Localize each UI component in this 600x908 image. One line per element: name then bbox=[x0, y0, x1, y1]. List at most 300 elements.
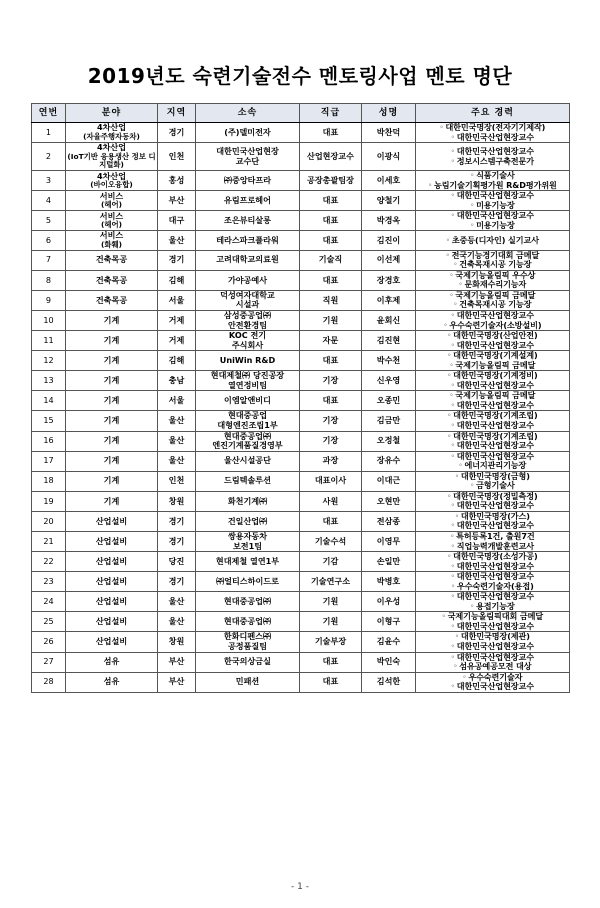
field-main-text: 4차산업 bbox=[96, 170, 127, 181]
cell-position: 대표 bbox=[300, 672, 362, 692]
career-item: ◦ 대한민국명장(금형) bbox=[416, 472, 569, 482]
career-item: ◦ 대한민국산업현장교수 bbox=[416, 682, 569, 692]
cell-region: 울산 bbox=[158, 231, 196, 250]
cell-no: 13 bbox=[32, 371, 66, 391]
field-main-text: 서비스 bbox=[99, 210, 124, 221]
cell-region: 울산 bbox=[158, 411, 196, 431]
cell-field bbox=[66, 431, 158, 451]
cell-region: 창원 bbox=[158, 491, 196, 511]
cell-no: 18 bbox=[32, 471, 66, 491]
cell-career bbox=[416, 331, 570, 351]
field-main-text: 기계 bbox=[103, 354, 120, 365]
table-row bbox=[32, 431, 570, 451]
career-item: ◦ 대한민국산업현장교수 bbox=[416, 341, 569, 351]
career-item: ◦ 대한민국산업현장교수 bbox=[416, 401, 569, 411]
career-item: ◦ 대한민국명장(산업안전) bbox=[416, 331, 569, 341]
cell-career bbox=[416, 250, 570, 270]
cell-no: 10 bbox=[32, 310, 66, 330]
cell-position: 대표 bbox=[300, 511, 362, 531]
field-sub-text: (헤어) bbox=[100, 200, 123, 210]
cell-field bbox=[66, 632, 158, 652]
cell-career bbox=[416, 592, 570, 612]
cell-position: 대표 bbox=[300, 211, 362, 231]
cell-name: 손일만 bbox=[362, 552, 416, 572]
cell-career bbox=[416, 351, 570, 371]
organization-line: ㈜중앙타프라 bbox=[223, 174, 272, 185]
column-header-region: 지역 bbox=[158, 104, 196, 123]
cell-field bbox=[66, 451, 158, 471]
career-item: ◦ 국제기능올림픽 금메달 bbox=[416, 391, 569, 401]
cell-no: 6 bbox=[32, 231, 66, 250]
cell-organization bbox=[196, 672, 300, 692]
cell-field bbox=[66, 310, 158, 330]
organization-line: 엔진기계품질경영부 bbox=[212, 440, 283, 451]
cell-organization bbox=[196, 371, 300, 391]
organization-line: 민패션 bbox=[235, 676, 260, 687]
organization-line: 현대중공업㈜ bbox=[223, 430, 272, 441]
cell-organization bbox=[196, 123, 300, 143]
cell-region: 인천 bbox=[158, 471, 196, 491]
field-sub-text: (헤어) bbox=[100, 220, 123, 230]
cell-organization bbox=[196, 451, 300, 471]
cell-name: 김진현 bbox=[362, 331, 416, 351]
field-sub-text: (IoT기반 융용생산 정보 디지털화) bbox=[67, 151, 156, 170]
cell-career bbox=[416, 231, 570, 250]
cell-no: 2 bbox=[32, 143, 66, 171]
cell-region: 울산 bbox=[158, 431, 196, 451]
cell-region: 경기 bbox=[158, 123, 196, 143]
organization-line: 대한민국산업현장 bbox=[216, 146, 279, 157]
cell-field bbox=[66, 270, 158, 290]
cell-region: 울산 bbox=[158, 451, 196, 471]
organization-line: 현대중공업㈜ bbox=[223, 616, 272, 627]
cell-position: 대표이사 bbox=[300, 471, 362, 491]
column-header-field: 분야 bbox=[66, 104, 158, 123]
cell-position: 기술부장 bbox=[300, 632, 362, 652]
career-item: ◦ 대한민국산업현장교수 bbox=[416, 592, 569, 602]
organization-line: 화천기계㈜ bbox=[227, 495, 268, 506]
cell-no: 22 bbox=[32, 552, 66, 572]
field-main-text: 산업설비 bbox=[95, 575, 128, 586]
cell-field bbox=[66, 471, 158, 491]
career-item: ◦ 직업능력개발훈련교사 bbox=[416, 542, 569, 552]
cell-name: 윤회신 bbox=[362, 310, 416, 330]
cell-career bbox=[416, 632, 570, 652]
career-item: ◦ 대한민국명장(기계정비) bbox=[416, 371, 569, 381]
cell-field bbox=[66, 672, 158, 692]
field-sub-text: (자율주행자동차) bbox=[83, 131, 140, 141]
career-item: ◦ 우수숙련기술자 bbox=[416, 673, 569, 683]
field-main-text: 기계 bbox=[103, 495, 120, 506]
career-item: ◦ 우수숙련기술자(용접) bbox=[416, 582, 569, 592]
column-header-no: 연번 bbox=[32, 104, 66, 123]
cell-field bbox=[66, 592, 158, 612]
organization-line: 대형엔진조립1부 bbox=[217, 419, 278, 430]
career-item: ◦ 에너지관리기능장 bbox=[416, 461, 569, 471]
cell-region: 경기 bbox=[158, 531, 196, 551]
cell-no: 1 bbox=[32, 123, 66, 143]
column-header-position: 직급 bbox=[300, 104, 362, 123]
field-main-text: 산업설비 bbox=[95, 535, 128, 546]
field-main-text: 기계 bbox=[103, 415, 120, 426]
field-main-text: 기계 bbox=[103, 435, 120, 446]
table-header bbox=[32, 104, 570, 123]
organization-line: 고려대학교의료원 bbox=[216, 254, 279, 265]
organization-line: 주식회사 bbox=[231, 339, 264, 350]
cell-career bbox=[416, 552, 570, 572]
cell-name: 오종민 bbox=[362, 391, 416, 411]
field-main-text: 산업설비 bbox=[95, 555, 128, 566]
cell-organization bbox=[196, 411, 300, 431]
cell-position: 산업현장교수 bbox=[300, 143, 362, 171]
career-item: ◦ 문화재수리기능자 bbox=[416, 280, 569, 290]
career-item: ◦ 대한민국명장(전자기기제작) bbox=[416, 123, 569, 133]
table-row bbox=[32, 351, 570, 371]
career-item: ◦ 국제기능올림픽 금메달 bbox=[416, 361, 569, 371]
cell-field bbox=[66, 572, 158, 592]
organization-line: 드림텍솔루션 bbox=[224, 475, 271, 486]
cell-field bbox=[66, 171, 158, 191]
cell-region: 울산 bbox=[158, 612, 196, 632]
cell-field bbox=[66, 612, 158, 632]
organization-line: 조은뷰티살롱 bbox=[224, 215, 271, 226]
field-main-text: 산업설비 bbox=[95, 616, 128, 627]
table-row bbox=[32, 552, 570, 572]
cell-organization bbox=[196, 331, 300, 351]
career-item: ◦ 특허등록1건, 출원7건 bbox=[416, 532, 569, 542]
field-main-text: 산업설비 bbox=[95, 515, 128, 526]
cell-position: 기원 bbox=[300, 310, 362, 330]
cell-organization bbox=[196, 191, 300, 211]
cell-position: 기술연구소 bbox=[300, 572, 362, 592]
cell-region: 서울 bbox=[158, 290, 196, 310]
organization-line: 쌍용자동차 bbox=[227, 530, 268, 541]
cell-region: 울산 bbox=[158, 592, 196, 612]
cell-region: 경기 bbox=[158, 511, 196, 531]
cell-no: 15 bbox=[32, 411, 66, 431]
organization-line: 현대중공업㈜ bbox=[223, 596, 272, 607]
career-item: ◦ 건축목재시공 기능장 bbox=[416, 260, 569, 270]
career-item: ◦ 대한민국명장(기계조립) bbox=[416, 432, 569, 442]
field-main-text: 서비스 bbox=[99, 230, 124, 241]
organization-line: 안전환경팀 bbox=[227, 319, 268, 330]
cell-region: 거제 bbox=[158, 310, 196, 330]
table-row bbox=[32, 672, 570, 692]
organization-line: 한화디펜스㈜ bbox=[223, 631, 272, 642]
career-item: ◦ 대한민국산업현장교수 bbox=[416, 653, 569, 663]
table-row bbox=[32, 391, 570, 411]
career-item: ◦ 대한민국산업현장교수 bbox=[416, 452, 569, 462]
table-row bbox=[32, 371, 570, 391]
cell-position: 대표 bbox=[300, 270, 362, 290]
career-item: ◦ 대한민국산업현장교수 bbox=[416, 421, 569, 431]
cell-organization bbox=[196, 491, 300, 511]
cell-no: 9 bbox=[32, 290, 66, 310]
cell-career bbox=[416, 270, 570, 290]
career-item: ◦ 대한민국산업현장교수 bbox=[416, 211, 569, 221]
organization-line: 이엠알앤비디 bbox=[224, 395, 271, 406]
cell-name: 김진이 bbox=[362, 231, 416, 250]
career-item: ◦ 대한민국산업현장교수 bbox=[416, 622, 569, 632]
cell-name: 이대근 bbox=[362, 471, 416, 491]
cell-name: 장경호 bbox=[362, 270, 416, 290]
field-main-text: 기계 bbox=[103, 375, 120, 385]
career-item: ◦ 국제기능올림픽대회 금메달 bbox=[416, 612, 569, 622]
cell-organization bbox=[196, 290, 300, 310]
cell-organization bbox=[196, 171, 300, 191]
cell-organization bbox=[196, 351, 300, 371]
cell-field bbox=[66, 211, 158, 231]
cell-name: 이세호 bbox=[362, 171, 416, 191]
cell-position: 자문 bbox=[300, 331, 362, 351]
cell-organization bbox=[196, 612, 300, 632]
table-row bbox=[32, 250, 570, 270]
career-item: ◦ 대한민국명장(제관) bbox=[416, 632, 569, 642]
page-title: 2019년도 숙련기술전수 멘토링사업 멘토 명단 bbox=[87, 64, 513, 88]
cell-organization bbox=[196, 552, 300, 572]
table-row bbox=[32, 471, 570, 491]
cell-name: 이후제 bbox=[362, 290, 416, 310]
organization-line: 유림프로헤어 bbox=[224, 194, 271, 205]
career-item: ◦ 대한민국산업현장교수 bbox=[416, 311, 569, 321]
cell-career bbox=[416, 290, 570, 310]
cell-field bbox=[66, 290, 158, 310]
cell-career bbox=[416, 310, 570, 330]
organization-line: 시설과 bbox=[235, 299, 260, 310]
cell-position: 과장 bbox=[300, 451, 362, 471]
cell-position: 대표 bbox=[300, 231, 362, 250]
cell-career bbox=[416, 143, 570, 171]
career-item: ◦ 대한민국명장(정밀측정) bbox=[416, 492, 569, 502]
cell-no: 16 bbox=[32, 431, 66, 451]
organization-line: 덕성여자대학교 bbox=[220, 289, 275, 300]
cell-organization bbox=[196, 250, 300, 270]
organization-line: 교수단 bbox=[235, 155, 260, 166]
cell-no: 11 bbox=[32, 331, 66, 351]
organization-line: 보전1팀 bbox=[232, 540, 263, 551]
cell-region: 부산 bbox=[158, 672, 196, 692]
career-item: ◦ 초중등(디자인) 실기교사 bbox=[416, 236, 569, 246]
career-item: ◦ 금형기술사 bbox=[416, 481, 569, 491]
cell-field bbox=[66, 531, 158, 551]
career-item: ◦ 농림기술기획평가원 R&D평가위원 bbox=[416, 181, 569, 191]
field-main-text: 산업설비 bbox=[95, 636, 128, 647]
table-row bbox=[32, 411, 570, 431]
cell-name: 이선제 bbox=[362, 250, 416, 270]
table-row bbox=[32, 511, 570, 531]
field-main-text: 4차산업 bbox=[96, 122, 127, 133]
cell-career bbox=[416, 211, 570, 231]
cell-position: 공장총괄팀장 bbox=[300, 171, 362, 191]
cell-no: 25 bbox=[32, 612, 66, 632]
cell-organization bbox=[196, 572, 300, 592]
organization-line: 공정품질팀 bbox=[227, 641, 268, 651]
cell-region: 서울 bbox=[158, 391, 196, 411]
cell-organization bbox=[196, 310, 300, 330]
organization-line: 현대제철㈜ 당진공장 bbox=[210, 370, 285, 381]
cell-field bbox=[66, 491, 158, 511]
cell-position: 대표 bbox=[300, 652, 362, 672]
cell-name: 신우영 bbox=[362, 371, 416, 391]
career-item: ◦ 건축목재시공 기능장 bbox=[416, 300, 569, 310]
cell-field bbox=[66, 123, 158, 143]
career-item: ◦ 대한민국산업현장교수 bbox=[416, 562, 569, 572]
cell-position: 대표 bbox=[300, 191, 362, 211]
table-row bbox=[32, 231, 570, 250]
cell-name: 이우성 bbox=[362, 592, 416, 612]
field-main-text: 서비스 bbox=[99, 190, 124, 201]
career-item: ◦ 우수숙련기술자(소방설비) bbox=[416, 321, 569, 331]
table-row bbox=[32, 270, 570, 290]
table-row bbox=[32, 531, 570, 551]
cell-name: 박인숙 bbox=[362, 652, 416, 672]
cell-organization bbox=[196, 143, 300, 171]
mentor-roster-table bbox=[31, 103, 570, 693]
cell-field bbox=[66, 511, 158, 531]
organization-line: 한국의상금실 bbox=[224, 656, 271, 667]
cell-region: 당진 bbox=[158, 552, 196, 572]
career-item: ◦ 대한민국산업현장교수 bbox=[416, 521, 569, 531]
cell-region: 김해 bbox=[158, 270, 196, 290]
table-row bbox=[32, 632, 570, 652]
cell-organization bbox=[196, 531, 300, 551]
cell-region: 경기 bbox=[158, 250, 196, 270]
cell-position: 기감 bbox=[300, 552, 362, 572]
cell-field bbox=[66, 391, 158, 411]
cell-region: 경기 bbox=[158, 572, 196, 592]
cell-career bbox=[416, 652, 570, 672]
cell-organization bbox=[196, 391, 300, 411]
table-row bbox=[32, 451, 570, 471]
cell-field bbox=[66, 231, 158, 250]
career-item: ◦ 대한민국산업현장교수 bbox=[416, 441, 569, 451]
career-item: ◦ 대한민국산업현장교수 bbox=[416, 147, 569, 157]
cell-field bbox=[66, 652, 158, 672]
cell-no: 3 bbox=[32, 171, 66, 191]
cell-position: 기술수석 bbox=[300, 531, 362, 551]
cell-career bbox=[416, 371, 570, 391]
column-header-organization: 소속 bbox=[196, 104, 300, 123]
table-row bbox=[32, 143, 570, 171]
cell-career bbox=[416, 471, 570, 491]
cell-organization bbox=[196, 652, 300, 672]
organization-line: 열연정비팀 bbox=[227, 379, 268, 390]
cell-no: 7 bbox=[32, 250, 66, 270]
cell-position: 직원 bbox=[300, 290, 362, 310]
organization-line: (주)델미전자 bbox=[224, 126, 271, 137]
table-row bbox=[32, 572, 570, 592]
field-main-text: 섬유 bbox=[103, 676, 120, 687]
page-number-footer: - 1 - bbox=[291, 882, 309, 892]
cell-career bbox=[416, 431, 570, 451]
organization-line: 삼성중공업㈜ bbox=[223, 309, 272, 320]
cell-organization bbox=[196, 270, 300, 290]
field-main-text: 건축목공 bbox=[95, 294, 128, 305]
cell-no: 28 bbox=[32, 672, 66, 692]
organization-line: UniWin R&D bbox=[219, 354, 276, 365]
career-item: ◦ 대한민국산업현장교수 bbox=[416, 501, 569, 511]
career-item: ◦ 정보시스템구축전문가 bbox=[416, 157, 569, 167]
cell-organization bbox=[196, 632, 300, 652]
cell-position: 대표 bbox=[300, 391, 362, 411]
table-row bbox=[32, 290, 570, 310]
cell-career bbox=[416, 123, 570, 143]
column-header-name: 성명 bbox=[362, 104, 416, 123]
career-item: ◦ 대한민국명장(기계설계) bbox=[416, 351, 569, 361]
organization-line: 가야공예사 bbox=[227, 274, 268, 285]
cell-name: 박경옥 bbox=[362, 211, 416, 231]
table-row bbox=[32, 123, 570, 143]
cell-career bbox=[416, 572, 570, 592]
cell-no: 20 bbox=[32, 511, 66, 531]
cell-no: 27 bbox=[32, 652, 66, 672]
career-item: ◦ 대한민국명장(소성가공) bbox=[416, 552, 569, 562]
cell-position: 기술직 bbox=[300, 250, 362, 270]
field-main-text: 기계 bbox=[103, 455, 120, 466]
career-item: ◦ 미용기능장 bbox=[416, 221, 569, 231]
cell-region: 대구 bbox=[158, 211, 196, 231]
table-row bbox=[32, 491, 570, 511]
organization-line: 울산시설공단 bbox=[224, 455, 271, 466]
cell-name: 박수천 bbox=[362, 351, 416, 371]
cell-name: 박병호 bbox=[362, 572, 416, 592]
career-item: ◦ 전국기능경기대회 금메달 bbox=[416, 251, 569, 261]
career-item: ◦ 식품기술사 bbox=[416, 171, 569, 181]
cell-no: 5 bbox=[32, 211, 66, 231]
career-item: ◦ 대한민국산업현장교수 bbox=[416, 572, 569, 582]
cell-career bbox=[416, 511, 570, 531]
cell-name: 김윤수 bbox=[362, 632, 416, 652]
cell-field bbox=[66, 351, 158, 371]
table-row bbox=[32, 171, 570, 191]
cell-field bbox=[66, 411, 158, 431]
cell-field bbox=[66, 143, 158, 171]
field-main-text: 기계 bbox=[103, 475, 120, 486]
field-main-text: 4차산업 bbox=[96, 142, 127, 153]
cell-organization bbox=[196, 211, 300, 231]
cell-region: 창원 bbox=[158, 632, 196, 652]
cell-no: 12 bbox=[32, 351, 66, 371]
table-row bbox=[32, 592, 570, 612]
table-row bbox=[32, 310, 570, 330]
career-item: ◦ 미용기능장 bbox=[416, 201, 569, 211]
cell-organization bbox=[196, 431, 300, 451]
cell-field bbox=[66, 191, 158, 211]
career-item: ◦ 대한민국산업현장교수 bbox=[416, 133, 569, 143]
cell-no: 4 bbox=[32, 191, 66, 211]
cell-position: 대표 bbox=[300, 123, 362, 143]
organization-line: 건일산업㈜ bbox=[227, 515, 268, 526]
table-row bbox=[32, 211, 570, 231]
column-header-career: 주요 경력 bbox=[416, 104, 570, 123]
cell-field bbox=[66, 331, 158, 351]
organization-line: 현대중공업 bbox=[227, 410, 268, 421]
cell-career bbox=[416, 612, 570, 632]
cell-region: 충남 bbox=[158, 371, 196, 391]
cell-career bbox=[416, 531, 570, 551]
field-main-text: 산업설비 bbox=[95, 596, 128, 607]
cell-region: 부산 bbox=[158, 191, 196, 211]
cell-position: 기장 bbox=[300, 411, 362, 431]
cell-position: 기원 bbox=[300, 612, 362, 632]
cell-position: 대표 bbox=[300, 351, 362, 371]
organization-line: ㈜얼티스하이드로 bbox=[216, 575, 279, 586]
cell-name: 오현만 bbox=[362, 491, 416, 511]
cell-name: 김금만 bbox=[362, 411, 416, 431]
organization-line: 테라스파크플라워 bbox=[216, 234, 279, 245]
cell-career bbox=[416, 191, 570, 211]
table-body bbox=[32, 123, 570, 693]
